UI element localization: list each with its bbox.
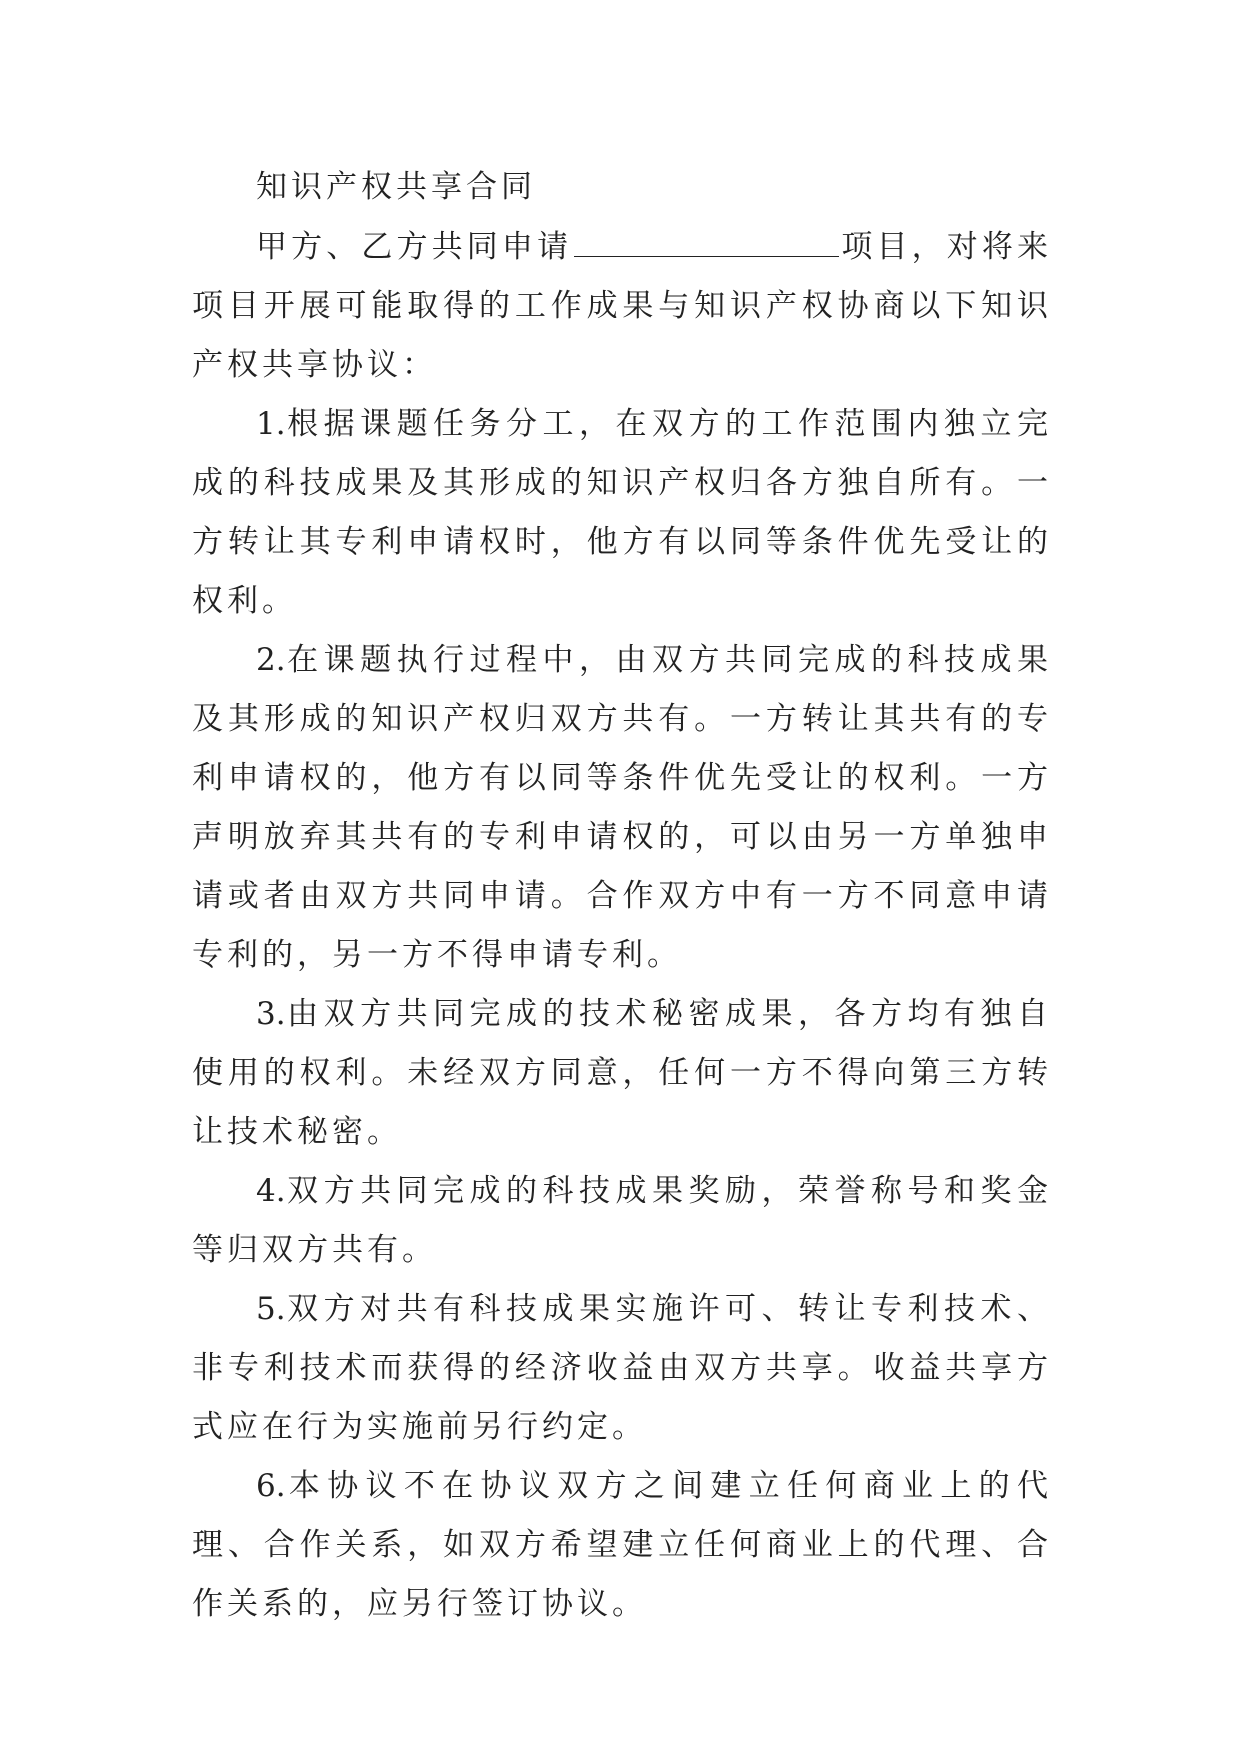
intro-paragraph <box>192 218 1052 395</box>
clause-2 <box>192 631 1052 985</box>
clause-text: 根据课题任务分工，在双方的工作范围内独立完成的科技成果及其形成的知识产权归各方独自所有。一方转让其专利申请权时，他方有以同等条件优先受让的权利。 <box>192 406 1052 619</box>
clause-number: 1. <box>256 406 286 442</box>
project-name-blank <box>574 226 839 257</box>
clause-number: 2. <box>256 642 286 678</box>
clause-number: 3. <box>256 996 286 1032</box>
clause-text: 本协议不在协议双方之间建立任何商业上的代理、合作关系，如双方希望建立任何商业上的代理、合作关系的，应另行签订协议。 <box>192 1468 1052 1622</box>
intro-text-before-blank: 甲方、乙方共同申请 <box>256 229 573 265</box>
document-title: 知识产权共享合同 <box>256 169 536 205</box>
clause-text: 双方共同完成的科技成果奖励，荣誉称号和奖金等归双方共有。 <box>192 1173 1052 1268</box>
clause-text: 双方对共有科技成果实施许可、转让专利技术、非专利技术而获得的经济收益由双方共享。收益共享方式应在行为实施前另行约定。 <box>192 1291 1052 1445</box>
clause-6 <box>192 1457 1052 1634</box>
document-page <box>192 158 1052 1634</box>
clause-number: 5. <box>256 1291 286 1327</box>
clause-5 <box>192 1280 1052 1457</box>
clause-3 <box>192 985 1052 1162</box>
clause-text: 由双方共同完成的技术秘密成果，各方均有独自使用的权利。未经双方同意，任何一方不得向第三方转让技术秘密。 <box>192 996 1052 1150</box>
clause-text: 在课题执行过程中，由双方共同完成的科技成果及其形成的知识产权归双方共有。一方转让其共有的专利申请权的，他方有以同等条件优先受让的权利。一方声明放弃其共有的专利申请权的，可以由另一方单独申请或者由双方共同申请。合作双方中有一方不同意申请专利的，另一方不得申请专利。 <box>192 642 1052 973</box>
clause-number: 4. <box>256 1173 286 1209</box>
clause-number: 6. <box>256 1468 286 1504</box>
intro-text-after-blank: 项目，对将来项目开展可能取得的工作成果与知识产权协商以下知识产权共享协议： <box>192 229 1053 383</box>
clause-1 <box>192 395 1052 631</box>
clause-4 <box>192 1162 1052 1280</box>
